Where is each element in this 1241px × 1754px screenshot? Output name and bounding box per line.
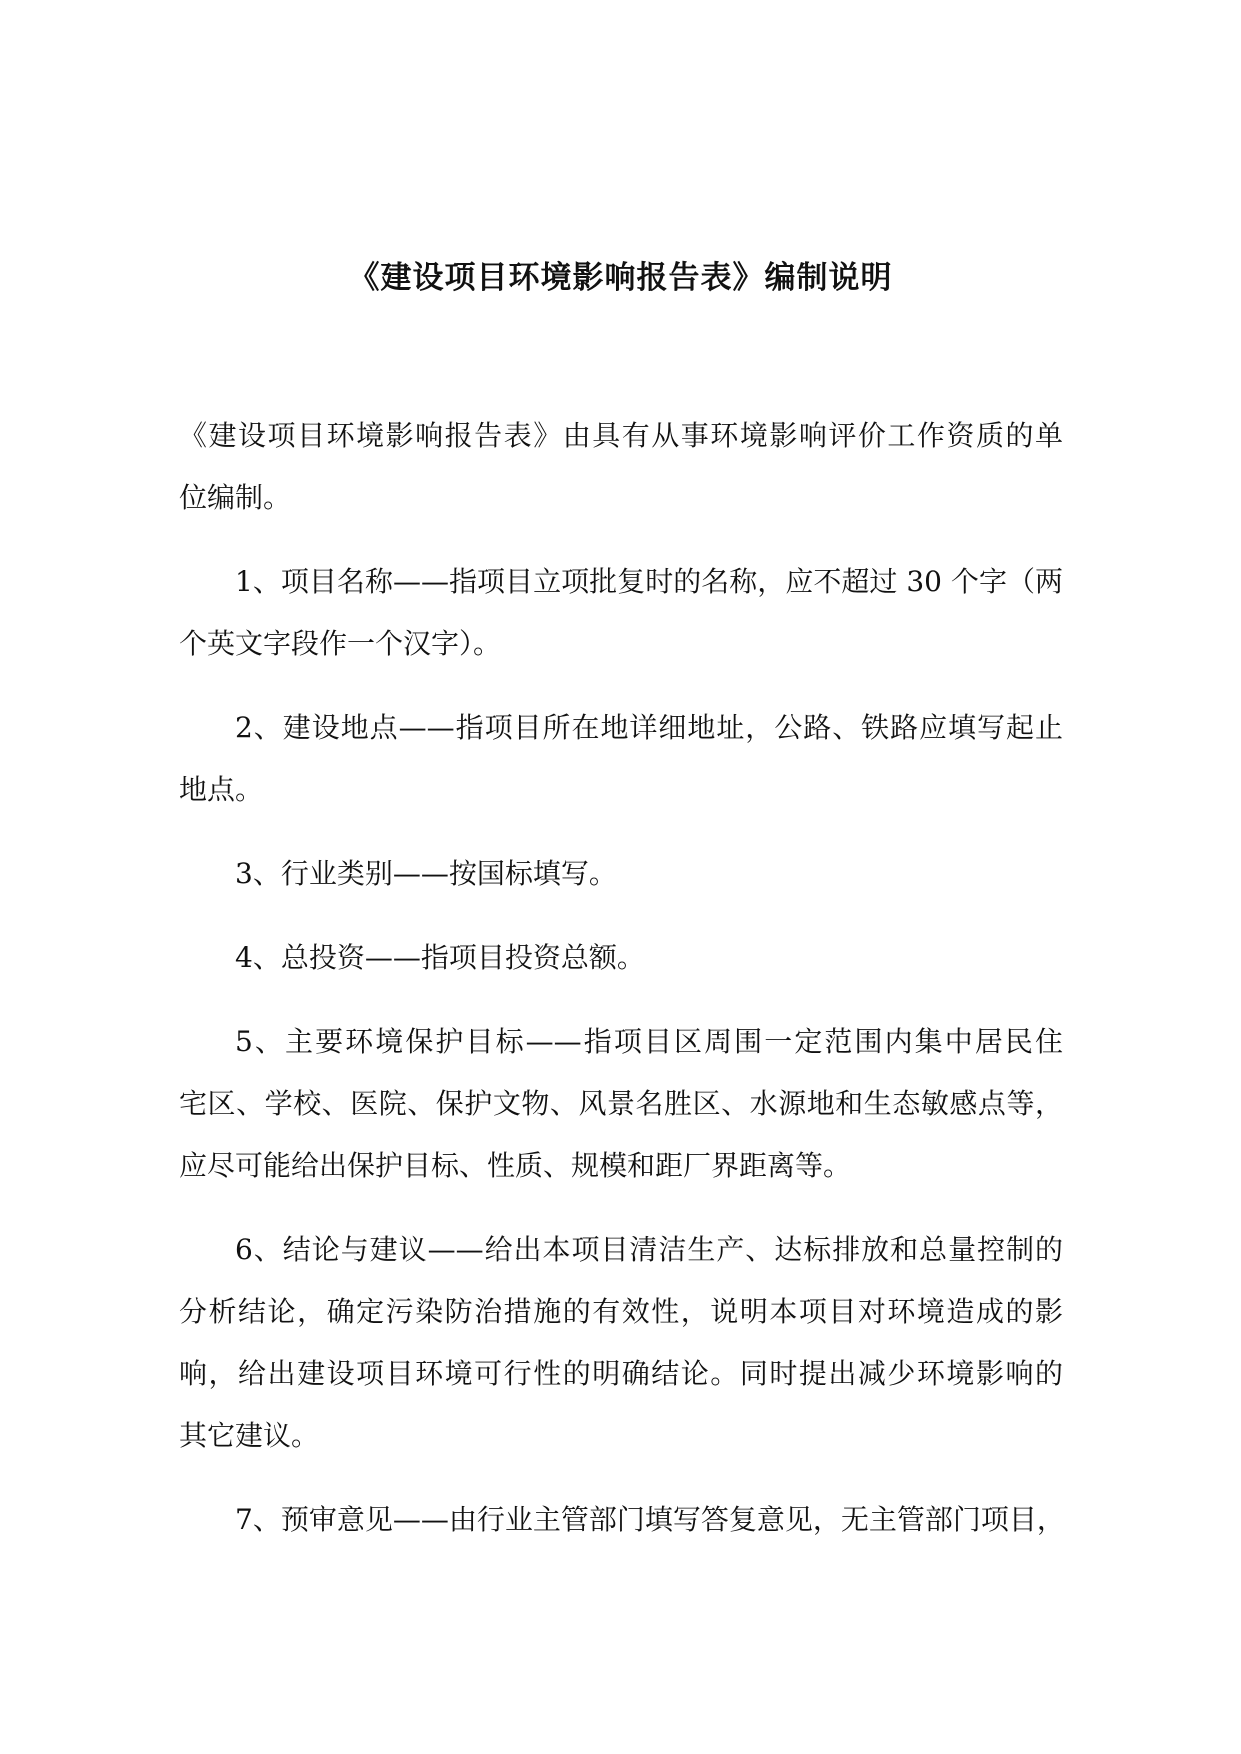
text-line: 响，给出建设项目环境可行性的明确结论。同时提出减少环境影响的 [179,1357,1063,1390]
text-line: 6、结论与建议——给出本项目清洁生产、达标排放和总量控制的 [235,1233,1063,1266]
paragraph-3 [179,705,1063,829]
text-line: 宅区、学校、医院、保护文物、风景名胜区、水源地和生态敏感点等， [179,1087,1063,1120]
text-line: 4、总投资——指项目投资总额。 [235,941,645,974]
paragraph-8 [179,1497,1063,1559]
text-line: 位编制。 [179,481,292,514]
text-line: 地点。 [179,773,264,806]
paragraph-4 [179,851,1063,913]
text-line: 1、项目名称——指项目立项批复时的名称，应不超过 30 个字（两 [235,565,1063,598]
text-line: 分析结论，确定污染防治措施的有效性，说明本项目对环境造成的影 [179,1295,1063,1328]
text-line: 7、预审意见——由行业主管部门填写答复意见，无主管部门项目， [235,1503,1065,1536]
text-line: 2、建设地点——指项目所在地详细地址，公路、铁路应填写起止 [235,711,1063,744]
paragraph-2 [179,559,1063,683]
paragraph-1 [179,413,1063,537]
paragraph-5 [179,935,1063,997]
paragraph-6 [179,1019,1063,1205]
text-line: 《建设项目环境影响报告表》由具有从事环境影响评价工作资质的单 [179,419,1063,452]
text-line: 个英文字段作一个汉字）。 [179,627,502,660]
document-title: 《建设项目环境影响报告表》编制说明 [348,260,893,296]
text-line: 5、主要环境保护目标——指项目区周围一定范围内集中居民住 [235,1025,1063,1058]
text-line: 3、行业类别——按国标填写。 [235,857,617,890]
text-line: 其它建议。 [179,1419,320,1452]
paragraph-7 [179,1227,1063,1475]
text-line: 应尽可能给出保护目标、性质、规模和距厂界距离等。 [179,1149,852,1182]
document-body [179,413,1063,1581]
